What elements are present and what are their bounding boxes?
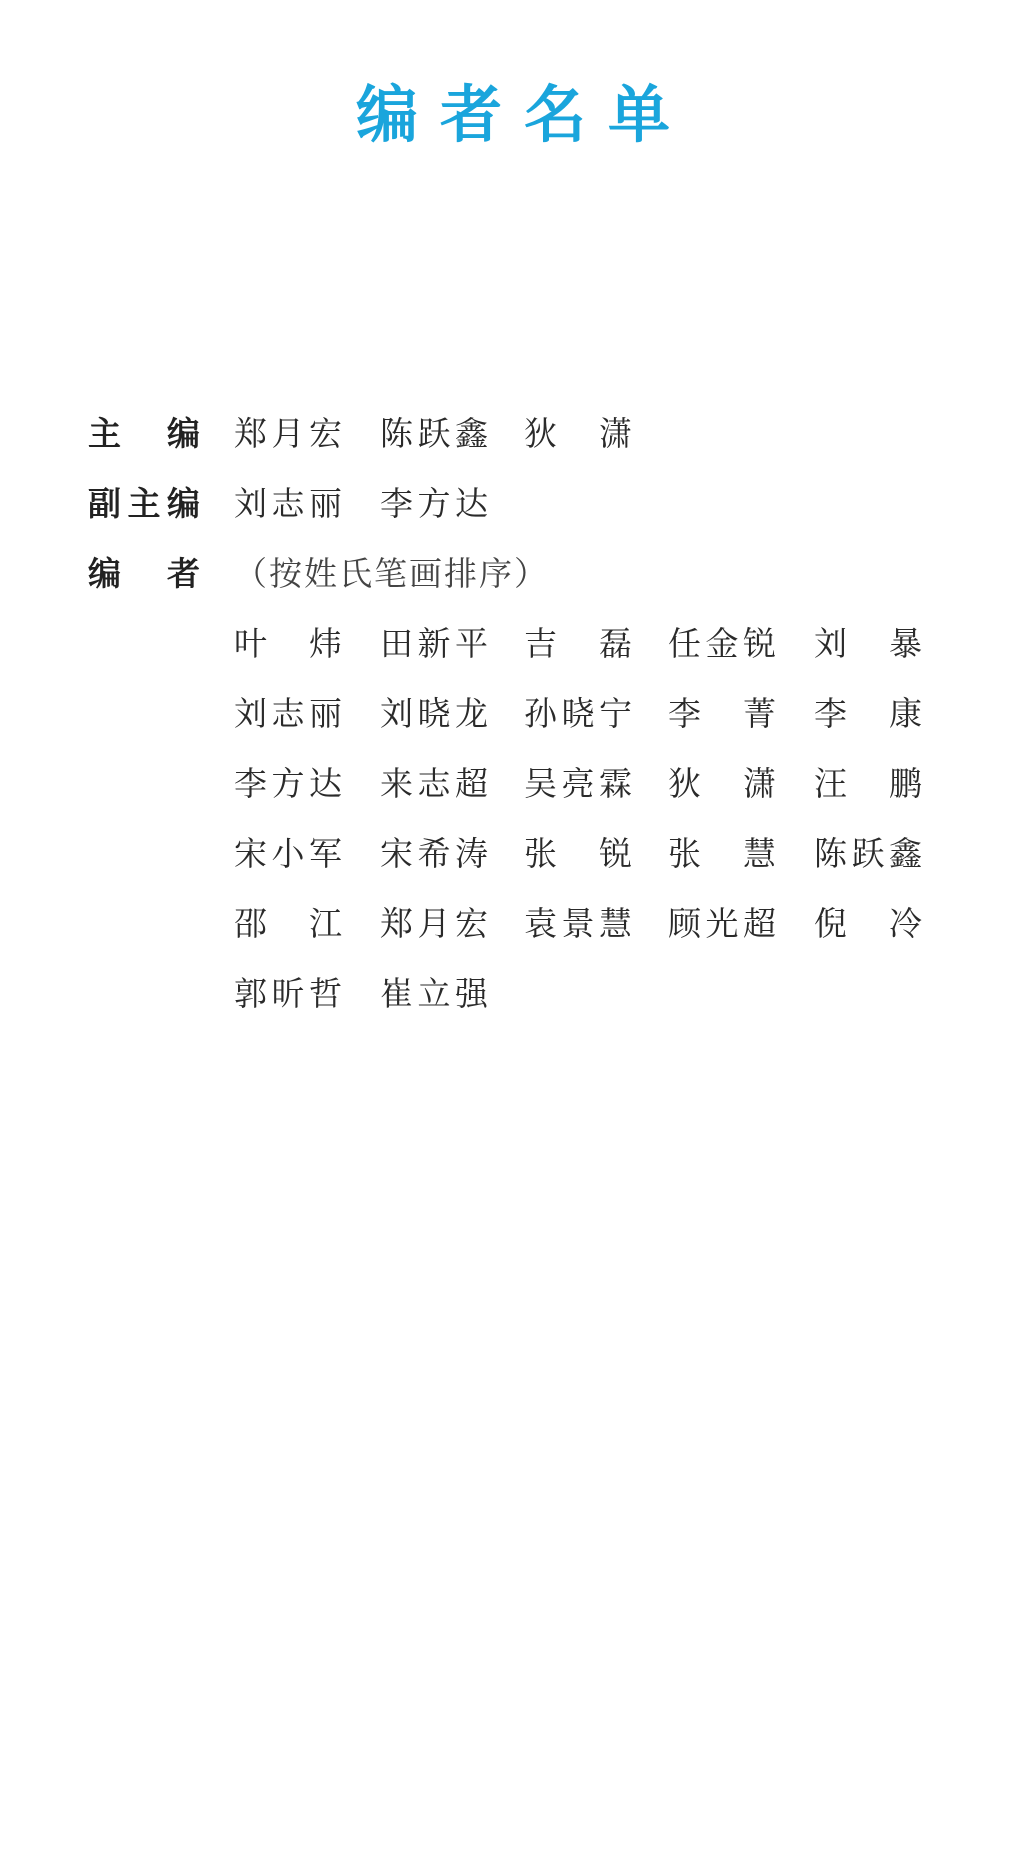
editor-name: 倪冷 (814, 904, 922, 943)
role-label: 副主编 (88, 484, 200, 523)
role-label: 编者 (88, 554, 200, 593)
editor-name: 汪鹏 (814, 764, 922, 803)
editor-name: 顾光超 (668, 904, 776, 943)
editor-name: 李菁 (668, 694, 776, 733)
editor-name: 陈跃鑫 (380, 414, 488, 453)
editor-name: 张锐 (524, 834, 632, 873)
editor-name: 孙晓宁 (524, 694, 632, 733)
editor-name: 刘暴 (814, 624, 922, 663)
editor-name: 吉磊 (524, 624, 632, 663)
editor-name: 李方达 (380, 484, 488, 523)
editor-name: 邵江 (234, 904, 342, 943)
page-title: 编者名单 (355, 78, 692, 151)
editor-name: 郑月宏 (234, 414, 342, 453)
editor-name: 刘志丽 (234, 484, 342, 523)
editor-name: 吴亮霖 (524, 764, 632, 803)
editor-name: 刘志丽 (234, 694, 342, 733)
editor-name: 狄潇 (668, 764, 776, 803)
editor-name: 来志超 (380, 764, 488, 803)
role-label: 主编 (88, 414, 200, 453)
sort-order-note: （按姓氏笔画排序） (234, 554, 549, 593)
editor-name: 宋希涛 (380, 834, 488, 873)
editor-name: 李方达 (234, 764, 342, 803)
editor-name: 李康 (814, 694, 922, 733)
editor-name: 叶炜 (234, 624, 342, 663)
editor-name: 崔立强 (380, 974, 488, 1013)
editor-name: 刘晓龙 (380, 694, 488, 733)
editor-name: 田新平 (380, 624, 488, 663)
editor-name: 郭昕哲 (234, 974, 342, 1013)
editor-name: 任金锐 (668, 624, 776, 663)
editor-name: 郑月宏 (380, 904, 488, 943)
editor-name: 张慧 (668, 834, 776, 873)
editor-name: 陈跃鑫 (814, 834, 922, 873)
editor-name: 袁景慧 (524, 904, 632, 943)
editor-name: 狄潇 (524, 414, 632, 453)
editor-name: 宋小军 (234, 834, 342, 873)
